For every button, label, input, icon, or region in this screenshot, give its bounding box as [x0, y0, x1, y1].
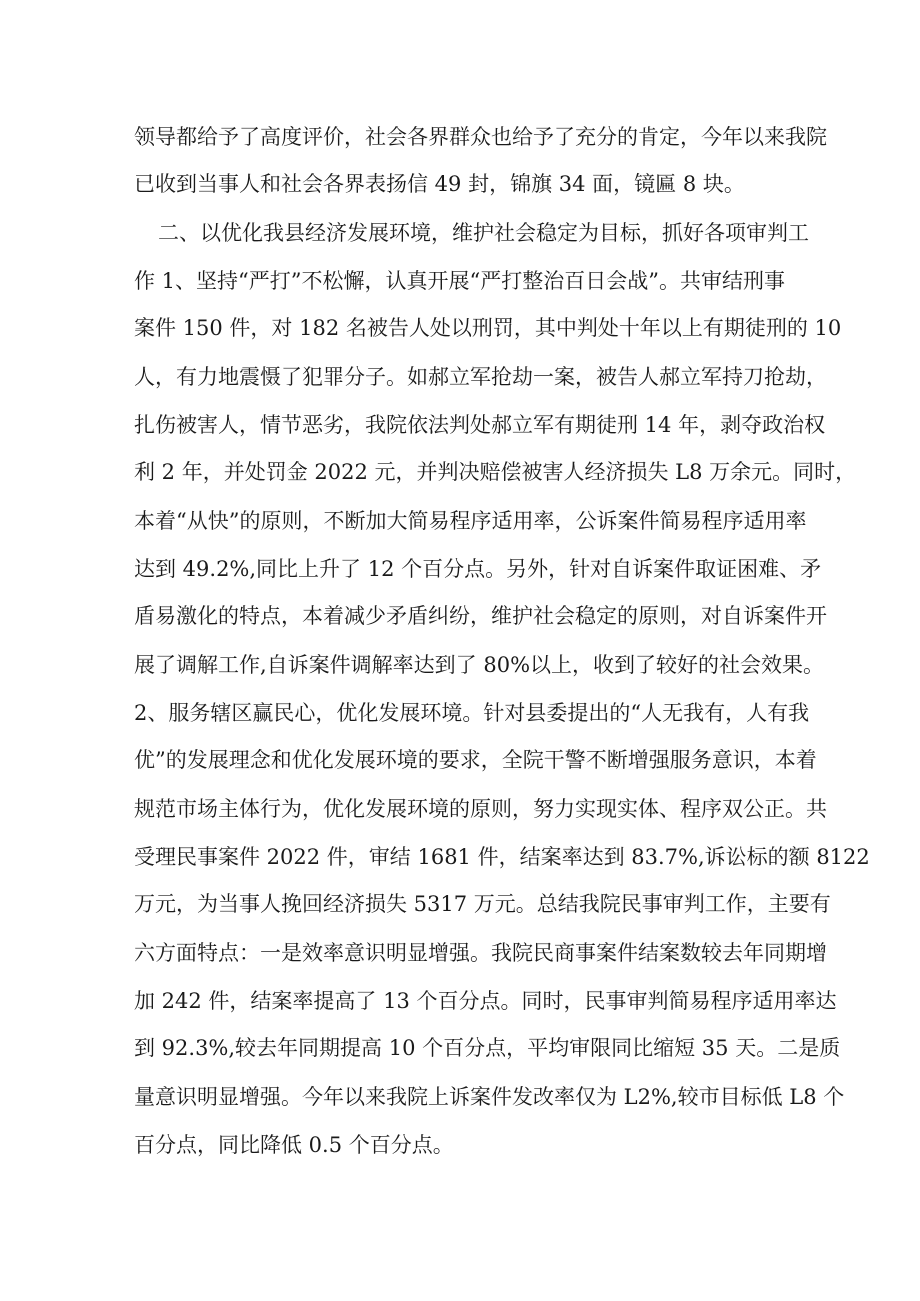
- text-line: 到 92.3%,较去年同期提高 10 个百分点，平均审限同比缩短 35 天。二是质: [134, 1036, 841, 1060]
- text-line: 万元，为当事人挽回经济损失 5317 万元。总结我院民事审判工作，主要有: [134, 892, 831, 916]
- text-line: 本着“从快”的原则，不断加大简易程序适用率，公诉案件简易程序适用率: [134, 509, 807, 533]
- text-line: 量意识明显增强。今年以来我院上诉案件发改率仅为 L2%,较市目标低 L8 个: [134, 1085, 845, 1109]
- text-line: 领导都给予了高度评价，社会各界群众也给予了充分的肯定，今年以来我院: [134, 125, 827, 149]
- text-line: 受理民事案件 2022 件，审结 1681 件，结案率达到 83.7%,诉讼标的额 8122: [134, 845, 870, 869]
- text-line: 2、服务辖区赢民心，优化发展环境。针对县委提出的“人无我有，人有我: [134, 701, 810, 725]
- text-line: 优”的发展理念和优化发展环境的要求，全院干警不断增强服务意识，本着: [134, 748, 817, 772]
- text-line: 规范市场主体行为，优化发展环境的原则，努力实现实体、程序双公正。共: [134, 797, 827, 821]
- text-line: 人，有力地震慑了犯罪分子。如郝立军抢劫一案，被告人郝立军持刀抢劫，: [134, 365, 827, 389]
- text-line: 百分点，同比降低 0.5 个百分点。: [134, 1133, 454, 1157]
- text-line: 作 1、坚持“严打”不松懈，认真开展“严打整治百日会战”。共审结刑事: [134, 269, 785, 293]
- text-line: 案件 150 件，对 182 名被告人处以刑罚，其中判处十年以上有期徒刑的 10: [134, 316, 842, 340]
- text-line: 利 2 年，并处罚金 2022 元，并判决赔偿被害人经济损失 L8 万余元。同时，: [134, 460, 857, 484]
- text-line: 扎伤被害人，情节恶劣，我院依法判处郝立军有期徒刑 14 年，剥夺政治权: [134, 413, 826, 437]
- text-line: 盾易激化的特点，本着减少矛盾纠纷，维护社会稳定的原则，对自诉案件开: [134, 604, 827, 628]
- text-line: 展了调解工作,自诉案件调解率达到了 80%以上，收到了较好的社会效果。: [134, 653, 825, 677]
- text-line: 加 242 件，结案率提高了 13 个百分点。同时，民事审判简易程序适用率达: [134, 989, 837, 1013]
- text-line: 已收到当事人和社会各界表扬信 49 封，锦旗 34 面，镜匾 8 块。: [134, 172, 745, 196]
- section-heading-line: 二、以优化我县经济发展环境，维护社会稳定为目标，抓好各项审判工: [158, 221, 809, 245]
- text-line: 六方面特点：一是效率意识明显增强。我院民商事案件结案数较去年同期增: [134, 941, 827, 965]
- text-line: 达到 49.2%,同比上升了 12 个百分点。另外，针对自诉案件取证困难、矛: [134, 557, 822, 581]
